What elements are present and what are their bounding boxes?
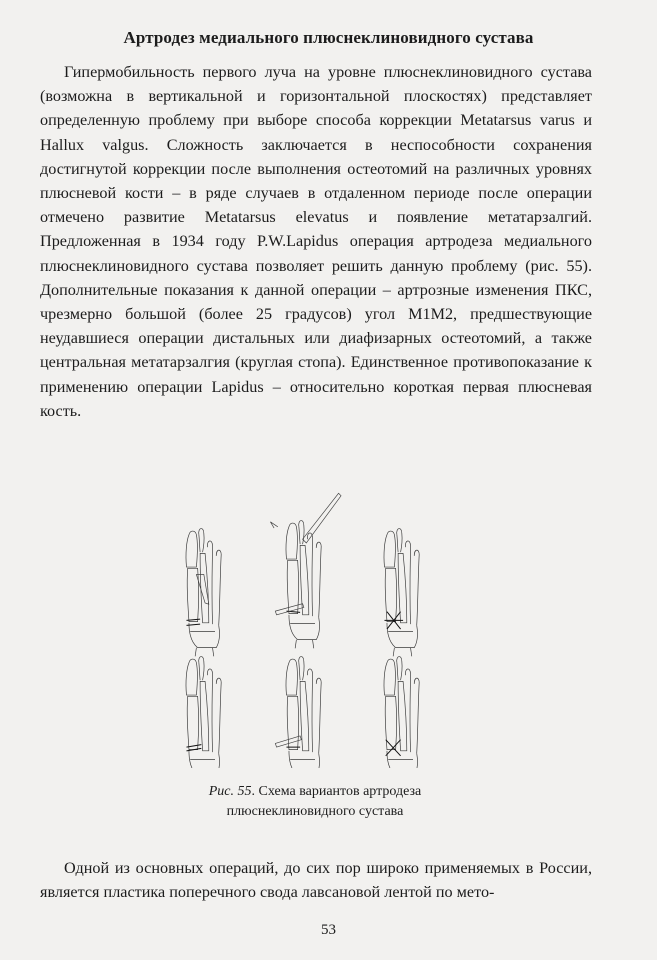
variant-1-drawing bbox=[186, 529, 221, 657]
variant-3-drawing bbox=[384, 529, 419, 657]
figure-caption bbox=[150, 782, 480, 822]
foot-schema-drawing bbox=[174, 488, 442, 768]
paragraph-1: Гипермобильность первого луча на уровне плюснеклиновидного сустава (возможна в вертикальной и горизонтальной плоскостях) представляет определенную проблему при выборе способа коррекции Metatarsus varus и Hallux valgus. Сложность заключается в неспособности сохранения достигнутой коррекции после выполнения остеотомий на различных уровнях плюсневой кости – в ряде случаев в отдаленном периоде после операции отмечено развитие Metatarsus elevatus и появление метатарзалгий. Предложенная в 1934 году P.W.Lapidus операция артродеза медиального плюснеклиновидного сустава позволяет решить данную проблему (рис. 55). Дополнительные показания к данной операции – артрозные изменения ПКС, чрезмерно большой (более 25 градусов) угол М1М2, предшествующие неудавшиеся операции дистальных или диафизарных остеотомий, а также центральная метатарзалгия (круглая стопа). Единственное противопоказание к применению операции Lapidus – относительно короткая первая плюсневая кость. bbox=[40, 63, 592, 420]
caption-text: . Схема вариантов артродеза плюснеклиновидного сустава bbox=[226, 784, 422, 819]
variant-6-drawing bbox=[384, 657, 419, 768]
figure-55 bbox=[174, 488, 442, 768]
caption-label: Рис. 55 bbox=[208, 784, 252, 799]
variant-2-drawing bbox=[270, 493, 341, 648]
paragraph-2: Одной из основных операций, до сих пор широко применяемых в России, является пластика поперечного свода лавсановой лентой по мето- bbox=[40, 859, 592, 902]
section-heading: Артродез медиального плюснеклиновидного сустава bbox=[123, 28, 534, 47]
variant-4-drawing bbox=[186, 657, 221, 768]
page-number: 53 bbox=[321, 922, 336, 938]
variant-5-drawing bbox=[275, 657, 321, 768]
